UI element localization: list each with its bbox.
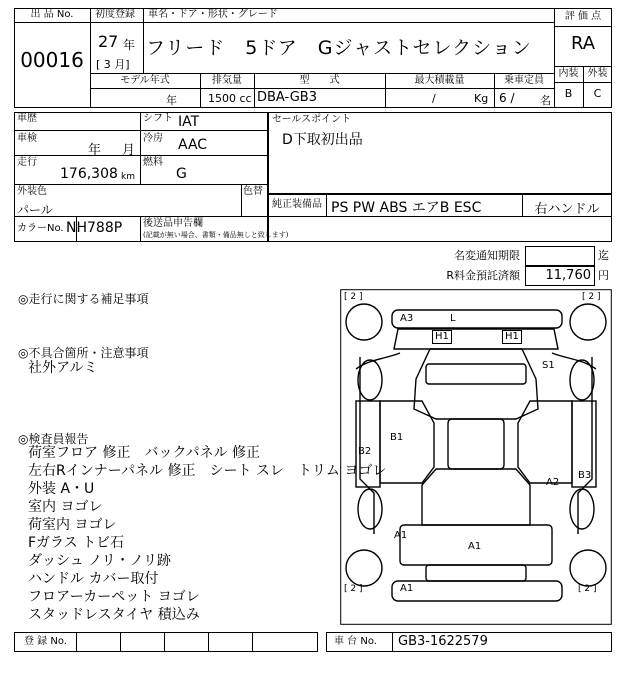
color-number: NH788P (66, 220, 123, 236)
mileage-label: 走行 (17, 157, 37, 168)
shift-label: シフト (143, 113, 173, 124)
tire-mark-rear-left: [ 2 ] (344, 584, 363, 594)
model-year-label: モデル年式 (120, 75, 170, 86)
inspector-item: フロアーカーペット ヨゴレ (28, 589, 200, 605)
car-damage-diagram (340, 289, 612, 625)
model-type: DBA-GB3 (257, 90, 317, 105)
damage-mark: A1 (400, 583, 414, 594)
tire-mark-rear-right: [ 2 ] (578, 584, 597, 594)
damage-mark: B2 (358, 446, 372, 457)
tire-front-left (346, 304, 382, 340)
inspector-item: 室内 ヨゴレ (28, 499, 103, 515)
tire-rear-left (346, 550, 382, 586)
chassis-number: GB3-1622579 (398, 634, 488, 649)
inspector-item: 外装 A・U (28, 481, 95, 497)
name-change-unit: 迄 (598, 249, 609, 262)
first-registration-month: [ 3 月] (96, 58, 130, 71)
capacity-label: 乗車定員 (504, 75, 544, 86)
inspector-report-label: ◎検査員報告 (18, 432, 89, 446)
damage-mark: A1 (468, 541, 482, 552)
tire-mark-front-right: [ 2 ] (582, 292, 601, 302)
max-load-label: 最大積載量 (414, 75, 465, 86)
capacity: 6 / (499, 91, 515, 105)
right-doors (518, 401, 572, 483)
rear-glass-area (422, 469, 530, 525)
color-change-label: 色替 (243, 186, 263, 197)
grade-label: 評 価 点 (564, 11, 602, 22)
hood-front (394, 329, 558, 349)
after-delivery-label: 後送品申告欄 (143, 218, 203, 229)
damage-mark: A3 (400, 313, 414, 324)
max-load-slash: / (432, 92, 436, 105)
recycle-fee-label: R料金預託済額 (446, 269, 520, 282)
model-year-unit: 年 (166, 94, 177, 107)
interior-grade-label: 内装 (558, 68, 579, 79)
ac-label: 冷房 (143, 133, 163, 144)
inspector-item: ダッシュ ノリ・ノリ跡 (28, 553, 172, 569)
first-registration-label: 初度登録 (95, 9, 135, 20)
registration-label: 登 録 No. (24, 636, 67, 647)
sales-point: D下取初出品 (282, 132, 363, 148)
displacement-label: 排気量 (212, 75, 242, 86)
exterior-grade: C (593, 87, 602, 100)
name-change-deadline (525, 246, 595, 266)
exterior-grade-label: 外装 (587, 68, 608, 79)
defect-notes-label: ◎不具合箇所・注意事項 (18, 346, 149, 360)
tire-mark-front-left: [ 2 ] (344, 292, 363, 302)
type-label: 型 式 (299, 75, 340, 86)
right-side-line (578, 357, 592, 534)
after-delivery-note: (記載が無い場合、書類・備品無しと致します) (143, 231, 289, 239)
fuel-label: 燃料 (143, 157, 163, 168)
mileage-value: 176,308 (60, 166, 118, 182)
overall-grade: RA (570, 33, 596, 54)
exterior-color: パール (17, 203, 53, 217)
inspector-item: スタッドレスタイヤ 積込み (28, 607, 200, 623)
recycle-fee-unit: 円 (598, 269, 609, 282)
defect-item: 社外アルミ (28, 360, 98, 376)
roof (448, 419, 504, 469)
left-doors (380, 401, 434, 483)
interior-grade: B (564, 87, 573, 100)
history-label: 車歴 (17, 113, 37, 124)
damage-mark: S1 (542, 360, 555, 371)
lot-number: 00016 (20, 48, 84, 72)
front-bumper (392, 310, 562, 328)
rear-bumper (392, 581, 562, 601)
tire-front-right (570, 304, 606, 340)
rear-bumper-upper (426, 565, 526, 581)
equipment-label: 純正装備品 (272, 199, 322, 210)
car-name: フリード 5ドア Gジャストセレクション (146, 37, 532, 59)
inspector-item: 荷室フロア 修正 バックパネル 修正 (28, 445, 261, 461)
year-unit: 年 (123, 38, 136, 52)
chassis-label: 車 台 No. (334, 636, 377, 647)
damage-mark: A2 (546, 477, 560, 488)
handle-position: 右ハンドル (534, 202, 600, 217)
inspector-item: Fガラス トビ石 (28, 535, 125, 551)
first-registration-year: 27 (98, 32, 119, 51)
damage-mark: H1 (432, 330, 452, 344)
inspector-item: 荷室内 ヨゴレ (28, 517, 117, 533)
inspection-month-unit: 月 (122, 143, 136, 158)
ac-value: AAC (178, 137, 208, 153)
lot-number-label: 出 品 No. (30, 9, 74, 20)
fuel-value: G (176, 166, 187, 182)
equipment: PS PW ABS エアB ESC (331, 200, 482, 216)
inspector-item: 左右Rインナーパネル 修正 シート スレ トリム ヨゴレ (28, 463, 387, 479)
tire-rear-right (570, 550, 606, 586)
damage-mark: B1 (390, 432, 404, 443)
shift-value: IAT (178, 114, 200, 130)
name-change-label: 名変通知期限 (454, 249, 520, 262)
capacity-unit: 名 (540, 94, 551, 107)
color-number-label: カラーNo. (17, 223, 64, 234)
mileage-unit: km (121, 172, 135, 182)
damage-mark: B3 (578, 470, 592, 481)
inspector-item: ハンドル カバー取付 (28, 571, 159, 587)
inspection-year-unit: 年 (88, 143, 102, 158)
max-load-unit: Kg (474, 92, 489, 105)
damage-mark: L (450, 313, 456, 324)
damage-mark: A1 (394, 530, 408, 541)
damage-mark: H1 (502, 330, 522, 344)
driving-notes-label: ◎走行に関する補足事項 (18, 292, 149, 306)
car-name-label: 車名・ドア・形状・グレード (148, 9, 278, 20)
recycle-fee: 11,760 (545, 268, 591, 283)
displacement: 1500 cc (208, 92, 252, 105)
exterior-color-label: 外装色 (17, 186, 47, 197)
sales-point-label: セールスポイント (272, 114, 352, 125)
inspection-label: 車検 (17, 133, 37, 144)
